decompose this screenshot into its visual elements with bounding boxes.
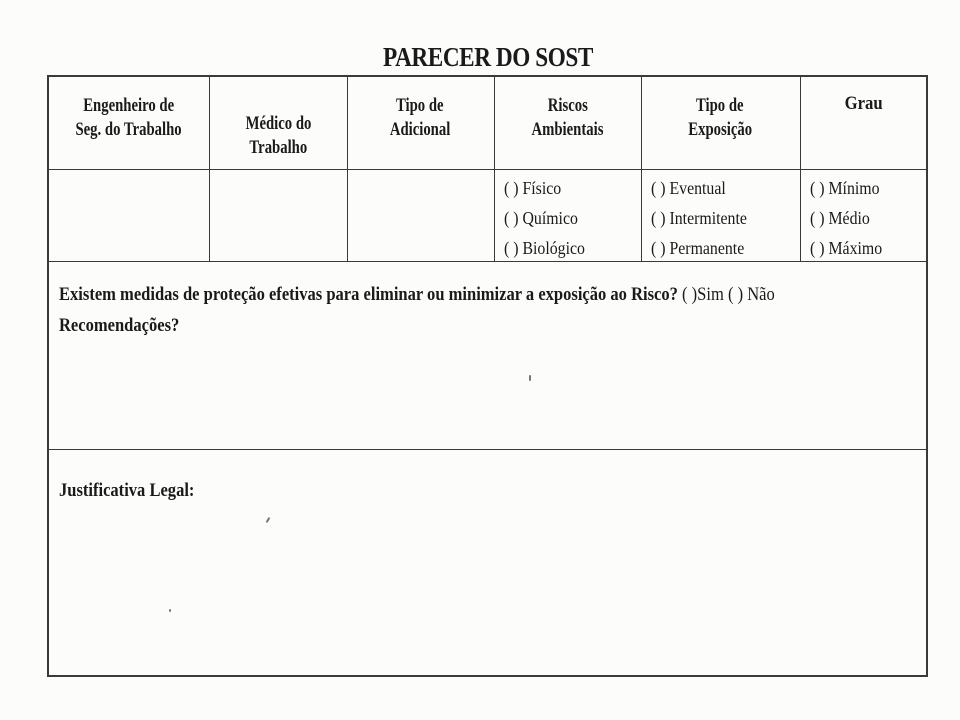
- header-tipo-exposicao: Tipo de Exposição: [688, 94, 753, 140]
- option-eventual[interactable]: ( ) Eventual: [651, 178, 726, 198]
- header-divider: [49, 169, 926, 170]
- recommendations-label: Recomendações?: [59, 315, 180, 336]
- option-intermitente[interactable]: ( ) Intermitente: [651, 208, 747, 228]
- option-quimico[interactable]: ( ) Químico: [504, 208, 578, 228]
- sost-form: [47, 75, 928, 677]
- option-maximo[interactable]: ( ) Máximo: [810, 238, 883, 258]
- form-title: PARECER DO SOST: [383, 42, 593, 72]
- question-text: Existem medidas de proteção efetivas para eliminar ou minimizar a exposição ao Risco?: [59, 284, 678, 305]
- header-riscos-ambientais: Riscos Ambientais: [531, 94, 604, 140]
- option-permanente[interactable]: ( ) Permanente: [651, 238, 745, 258]
- table-bottom-divider: [49, 261, 926, 262]
- header-medico: Médico do Trabalho: [245, 112, 311, 158]
- section-divider: [49, 449, 926, 450]
- scan-speck: [266, 517, 271, 523]
- option-fisico[interactable]: ( ) Físico: [504, 178, 562, 198]
- header-grau: Grau: [844, 92, 884, 114]
- header-tipo-adicional: Tipo de Adicional: [390, 94, 451, 140]
- option-medio[interactable]: ( ) Médio: [810, 208, 870, 228]
- grau-options: [810, 173, 892, 263]
- protection-question: [59, 284, 775, 306]
- exposicao-options: [651, 173, 760, 263]
- riscos-options: [504, 173, 596, 263]
- justification-label: Justificativa Legal:: [59, 480, 195, 501]
- option-minimo[interactable]: ( ) Mínimo: [810, 178, 880, 198]
- scan-speck: [529, 375, 531, 381]
- header-engenheiro: Engenheiro de Seg. do Trabalho: [75, 94, 183, 140]
- question-answer-options[interactable]: ( )Sim ( ) Não: [682, 284, 775, 305]
- scan-speck: [169, 609, 171, 612]
- option-biologico[interactable]: ( ) Biológico: [504, 238, 585, 258]
